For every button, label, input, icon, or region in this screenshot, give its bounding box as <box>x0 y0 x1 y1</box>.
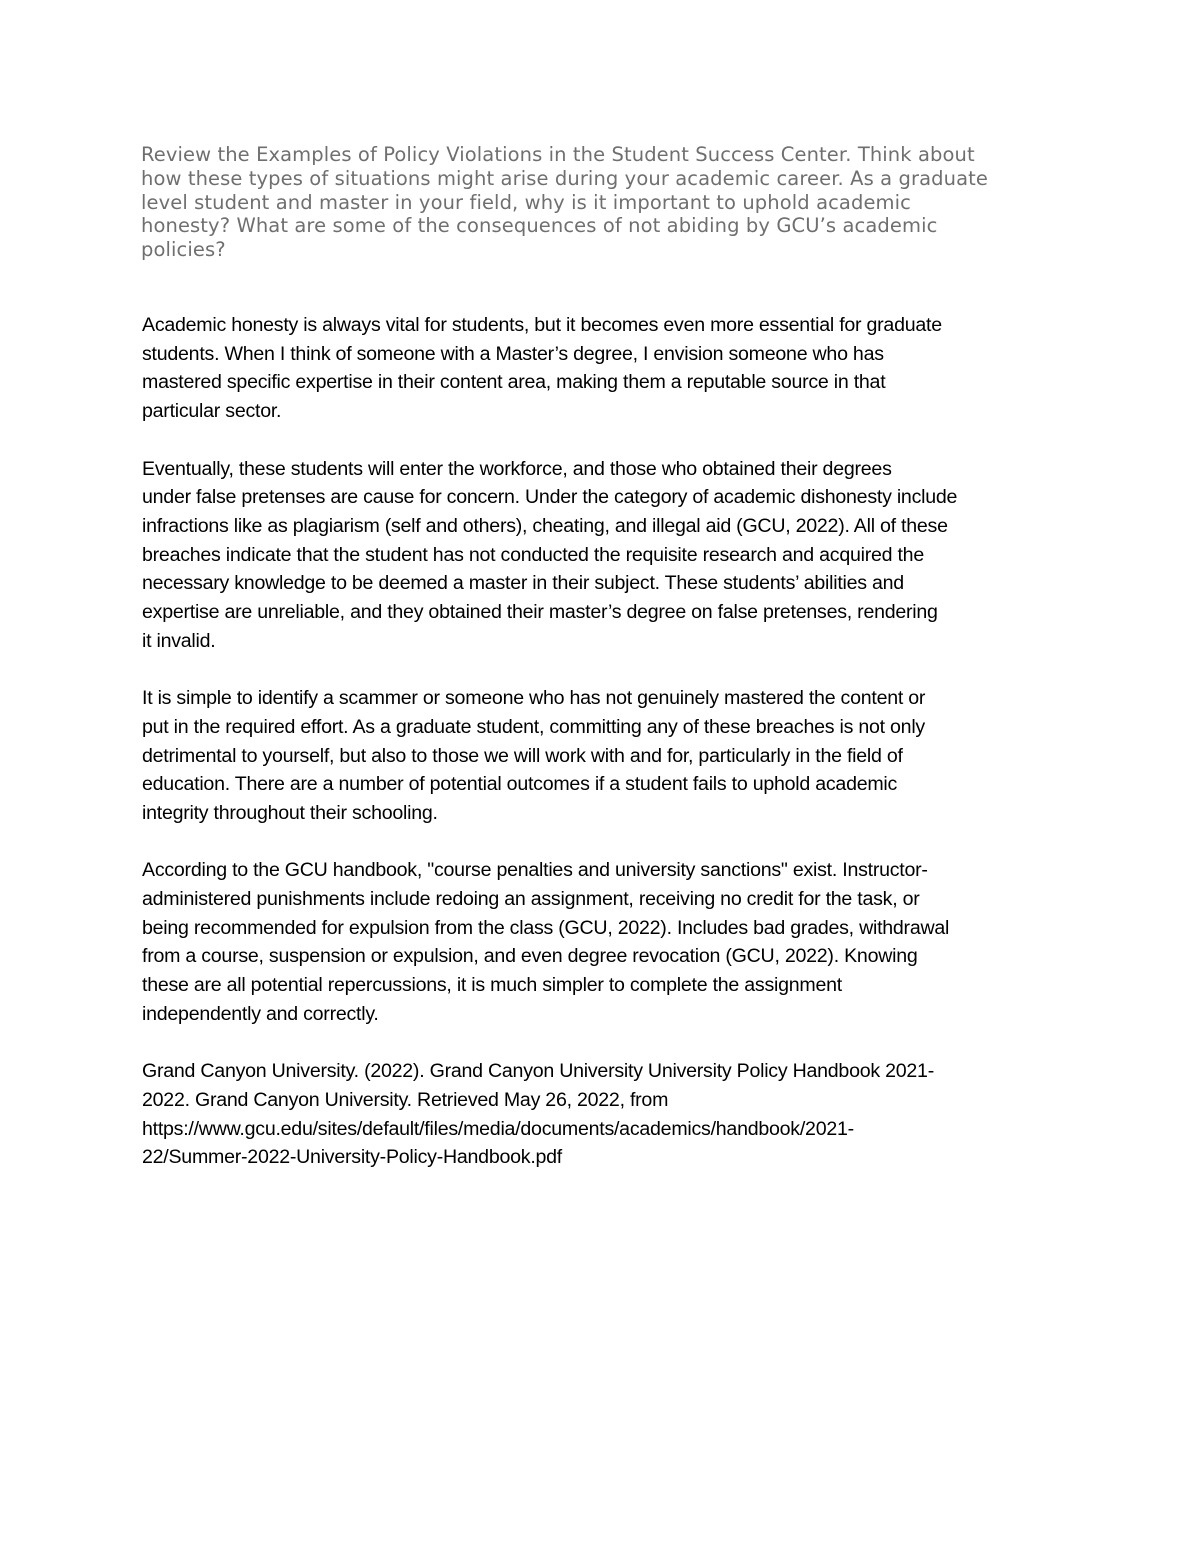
paragraph-line: expertise are unreliable, and they obtained their master’s degree on false pretenses, rendering <box>142 601 938 624</box>
paragraph-line: these are all potential repercussions, it is much simpler to complete the assignment <box>142 974 842 997</box>
paragraph-line: According to the GCU handbook, "course penalties and university sanctions" exist. Instructor- <box>142 859 928 882</box>
paragraph-line: put in the required effort. As a graduate student, committing any of these breaches is not only <box>142 715 925 738</box>
paragraph-academic-honesty <box>142 311 1067 426</box>
reference-citation <box>142 1057 1067 1172</box>
reference-url-line: 22/Summer-2022-University-Policy-Handbook.pdf <box>142 1146 562 1169</box>
paragraph-line: being recommended for expulsion from the class (GCU, 2022). Includes bad grades, withdrawal <box>142 916 950 939</box>
paragraph-scammer <box>142 684 1067 828</box>
prompt-line: Review the Examples of Policy Violations in the Student Success Center. Think about <box>141 143 975 166</box>
prompt-line: honesty? What are some of the consequences of not abiding by GCU’s academic <box>141 214 938 238</box>
paragraph-line: under false pretenses are cause for concern. Under the category of academic dishonesty include <box>142 486 958 509</box>
paragraph-line: breaches indicate that the student has not conducted the requisite research and acquired the <box>142 543 924 566</box>
prompt-line: policies? <box>141 238 226 262</box>
paragraph-line: students. When I think of someone with a Master’s degree, I envision someone who has <box>142 342 884 365</box>
paragraph-line: Eventually, these students will enter the workforce, and those who obtained their degrees <box>142 457 892 480</box>
response-body <box>142 311 1067 1172</box>
paragraph-line: education. There are a number of potential outcomes if a student fails to uphold academic <box>142 773 898 796</box>
paragraph-line: it invalid. <box>142 629 216 652</box>
reference-url-line: https://www.gcu.edu/sites/default/files/media/documents/academics/handbook/2021- <box>142 1117 854 1140</box>
paragraph-line: It is simple to identify a scammer or someone who has not genuinely mastered the content or <box>142 687 926 710</box>
paragraph-line: integrity throughout their schooling. <box>142 801 438 824</box>
paragraph-line: particular sector. <box>142 400 282 423</box>
paragraph-line: infractions like as plagiarism (self and others), cheating, and illegal aid (GCU, 2022). All of these <box>142 514 948 537</box>
reference-line: Grand Canyon University. (2022). Grand Canyon University University Policy Handbook 2021- <box>142 1060 934 1083</box>
paragraph-line: from a course, suspension or expulsion, and even degree revocation (GCU, 2022). Knowing <box>142 945 918 968</box>
paragraph-line: detrimental to yourself, but also to those we will work with and for, particularly in the field of <box>142 744 903 767</box>
paragraph-handbook <box>142 856 1067 1028</box>
paragraph-line: mastered specific expertise in their content area, making them a reputable source in that <box>142 371 886 394</box>
assignment-prompt <box>141 143 1041 262</box>
prompt-line: how these types of situations might arise during your academic career. As a graduate <box>141 166 988 190</box>
paragraph-line: necessary knowledge to be deemed a master in their subject. These students’ abilities and <box>142 572 904 595</box>
paragraph-line: administered punishments include redoing an assignment, receiving no credit for the task, or <box>142 888 920 911</box>
paragraph-line: Academic honesty is always vital for students, but it becomes even more essential for graduate <box>142 314 942 336</box>
paragraph-line: independently and correctly. <box>142 1002 379 1025</box>
prompt-line: level student and master in your field, why is it important to uphold academic <box>141 190 911 214</box>
paragraph-workforce <box>142 455 1067 656</box>
reference-line: 2022. Grand Canyon University. Retrieved May 26, 2022, from <box>142 1088 669 1111</box>
